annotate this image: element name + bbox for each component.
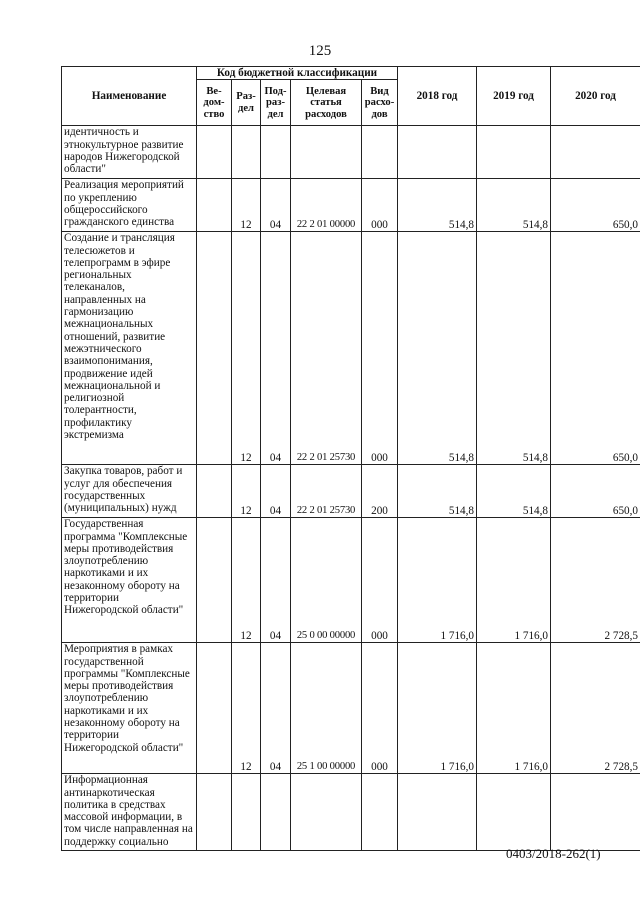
table-row [62,774,640,851]
row-exptype: 000 [362,518,398,643]
header-group: Код бюджетной классификации [197,67,398,80]
row-target: 22 2 01 25730 [291,465,362,518]
row-2019: 514,8 [477,232,551,465]
row-2019: 1 716,0 [477,518,551,643]
row-2018: 514,8 [398,465,477,518]
row-2020: 650,0 [551,465,640,518]
row-2020 [551,774,640,851]
row-dept [197,643,232,774]
header-section: Раз- дел [232,80,261,126]
row-name: Информационная антинаркотическая политика в средствах массовой информации, в том числе направленная на поддержку социально [62,774,197,851]
row-section [232,126,261,179]
table-row [62,518,640,643]
row-section: 12 [232,179,261,232]
row-exptype: 000 [362,643,398,774]
row-2018: 1 716,0 [398,518,477,643]
row-exptype: 000 [362,232,398,465]
table-row [62,643,640,774]
row-target [291,126,362,179]
row-subsection [261,774,291,851]
row-section: 12 [232,232,261,465]
row-exptype [362,126,398,179]
row-subsection [261,126,291,179]
row-section: 12 [232,643,261,774]
row-2018 [398,126,477,179]
row-subsection: 04 [261,232,291,465]
table-row [62,179,640,232]
row-2018 [398,774,477,851]
row-exptype: 200 [362,465,398,518]
header-2019: 2019 год [477,67,551,126]
row-section [232,774,261,851]
row-target: 22 2 01 25730 [291,232,362,465]
row-subsection: 04 [261,179,291,232]
row-2018: 514,8 [398,179,477,232]
header-dept: Ве- дом- ство [197,80,232,126]
budget-table [61,66,640,851]
row-2019: 514,8 [477,465,551,518]
row-subsection: 04 [261,465,291,518]
header-2018: 2018 год [398,67,477,126]
row-2020: 2 728,5 [551,518,640,643]
row-dept [197,179,232,232]
row-dept [197,126,232,179]
row-2018: 514,8 [398,232,477,465]
row-2019: 1 716,0 [477,643,551,774]
row-exptype: 000 [362,179,398,232]
row-2020 [551,126,640,179]
row-dept [197,465,232,518]
table-row [62,232,640,465]
document-code: 0403/2018-262(1) [506,846,601,861]
row-target: 22 2 01 00000 [291,179,362,232]
header-2020: 2020 год [551,67,640,126]
row-dept [197,232,232,465]
row-section: 12 [232,465,261,518]
header-subsection: Под- раз- дел [261,80,291,126]
row-name: Мероприятия в рамках государственной программы "Комплексные меры противодействия злоупотреблению наркотиками и их незаконному обороту на территории Нижегородской области" [62,643,197,774]
row-target [291,774,362,851]
row-exptype [362,774,398,851]
page-number: 125 [308,43,332,59]
row-2019 [477,126,551,179]
row-2019 [477,774,551,851]
row-target: 25 0 00 00000 [291,518,362,643]
row-subsection: 04 [261,643,291,774]
row-name: Закупка товаров, работ и услуг для обеспечения государственных (муниципальных) нужд [62,465,197,518]
row-name: Создание и трансляция телесюжетов и телепрограмм в эфире региональных телеканалов, направленных на гармонизацию межнациональных отношений, развитие межэтнического взаимопонимания, продвижение идей межнациональной и религиозной толерантности, профилактику экстремизма [62,232,197,465]
row-2020: 650,0 [551,232,640,465]
header-exptype: Вид расхо- дов [362,80,398,126]
row-2020: 2 728,5 [551,643,640,774]
row-dept [197,518,232,643]
header-name: Наименование [62,67,197,126]
row-2018: 1 716,0 [398,643,477,774]
row-section: 12 [232,518,261,643]
table-row [62,126,640,179]
row-name: Реализация мероприятий по укреплению общероссийского гражданского единства [62,179,197,232]
row-dept [197,774,232,851]
row-2019: 514,8 [477,179,551,232]
header-target: Целевая статья расходов [291,80,362,126]
row-target: 25 1 00 00000 [291,643,362,774]
row-2020: 650,0 [551,179,640,232]
row-name: Государственная программа "Комплексные меры противодействия злоупотреблению наркотиками и их незаконному обороту на территории Нижегородской области" [62,518,197,643]
row-name: идентичность и этнокультурное развитие народов Нижегородской области" [62,126,197,179]
table-row [62,465,640,518]
row-subsection: 04 [261,518,291,643]
